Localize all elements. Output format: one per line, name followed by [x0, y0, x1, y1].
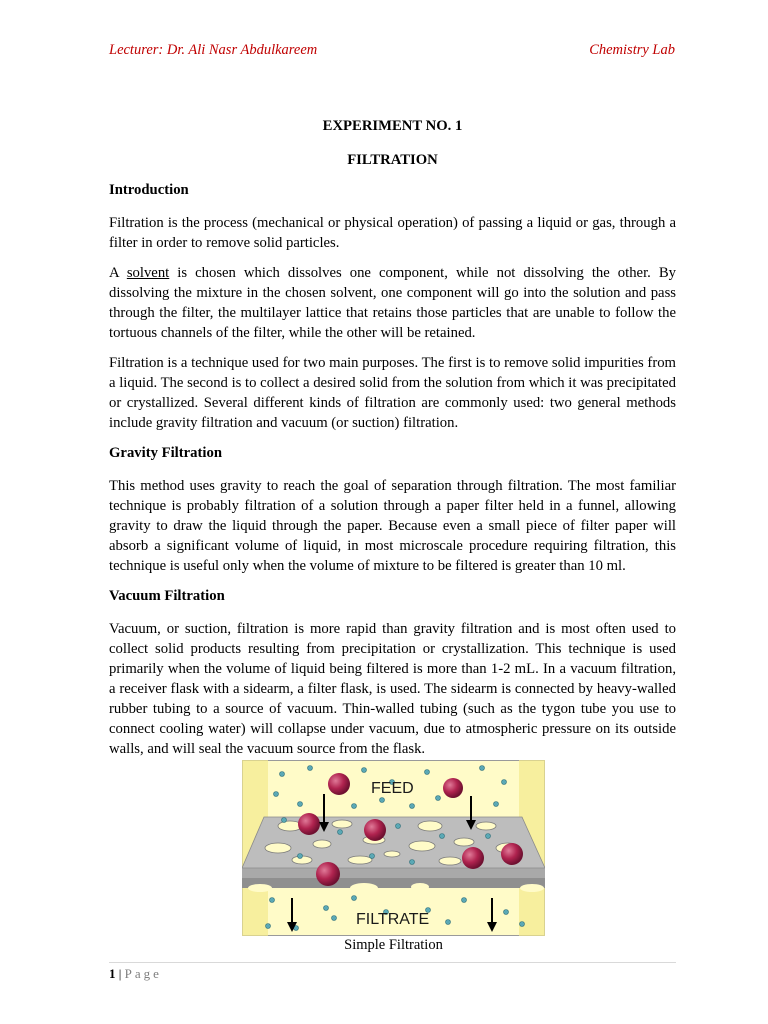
experiment-title: EXPERIMENT NO. 1: [322, 118, 463, 134]
page-number: 1: [109, 966, 116, 981]
figure-caption: Simple Filtration: [344, 937, 443, 953]
vacuum-heading: Vacuum Filtration: [109, 588, 225, 604]
header-lecturer: Lecturer: Dr. Ali Nasr Abdulkareem: [109, 42, 318, 58]
page-word: Page: [124, 966, 162, 981]
filter-membrane: [242, 817, 545, 893]
feed-label: FEED: [371, 780, 414, 797]
footer-separator: |: [115, 966, 125, 981]
filtrate-label: FILTRATE: [356, 911, 430, 928]
intro-p2-rest: is chosen which dissolves one component, while not dissolving the other. By dissolving the mixture in the chosen solvent, one component will go into the solution and pass through the filter, the multilayer lattice that retains those particles that are unable to follow the tortuous channels of the filter, while the other will be retained.: [109, 265, 677, 341]
gravity-heading: Gravity Filtration: [109, 445, 222, 461]
page-header: [109, 42, 675, 59]
intro-paragraph-3: Filtration is a technique used for two main purposes. The first is to remove solid impurities from a liquid. The second is to collect a desired solid from the solution from which it was precipitated or crystallized. Several different kinds of filtration are commonly used: two general methods include gravity filtration and vacuum (or suction) filtration.: [109, 355, 676, 431]
intro-p2-start: A: [109, 265, 127, 281]
page-footer: [109, 966, 162, 982]
header-course: Chemistry Lab: [589, 42, 675, 58]
filtration-diagram: [242, 760, 545, 936]
vacuum-paragraph: Vacuum, or suction, filtration is more rapid than gravity filtration and is most often used to collect solid products resulting from precipitation or crystallization. This technique is used primarily when the volume of liquid being filtered is more than 1-2 mL. In a vacuum filtration, a receiver flask with a sidearm, a filter flask, is used. The sidearm is connected by heavy-walled rubber tubing to a source of vacuum. Thin-walled tubing (such as the tygon tube you use to connect cooling water) will collapse under vacuum, due to atmospheric pressure on its outside walls, and will seal the vacuum source from the flask.: [109, 621, 676, 757]
experiment-subtitle: FILTRATION: [347, 152, 438, 168]
gravity-paragraph: This method uses gravity to reach the goal of separation through filtration. The most familiar technique is probably filtration of a solution through a paper filter held in a funnel, allowing gravity to draw the liquid through the paper. Because even a small piece of filter paper will absorb a significant volume of liquid, in most microscale procedure requiring filtration, this technique is useful only when the volume of mixture to be filtered is greater than 10 ml.: [109, 478, 676, 574]
intro-paragraph-1: Filtration is the process (mechanical or physical operation) of passing a liquid or gas, through a filter in order to remove solid particles.: [109, 215, 676, 251]
footer-divider: [109, 962, 676, 963]
document-body: [109, 116, 676, 769]
intro-paragraph-2: [109, 263, 676, 343]
solvent-link[interactable]: solvent: [126, 265, 170, 281]
intro-heading: Introduction: [109, 182, 189, 198]
